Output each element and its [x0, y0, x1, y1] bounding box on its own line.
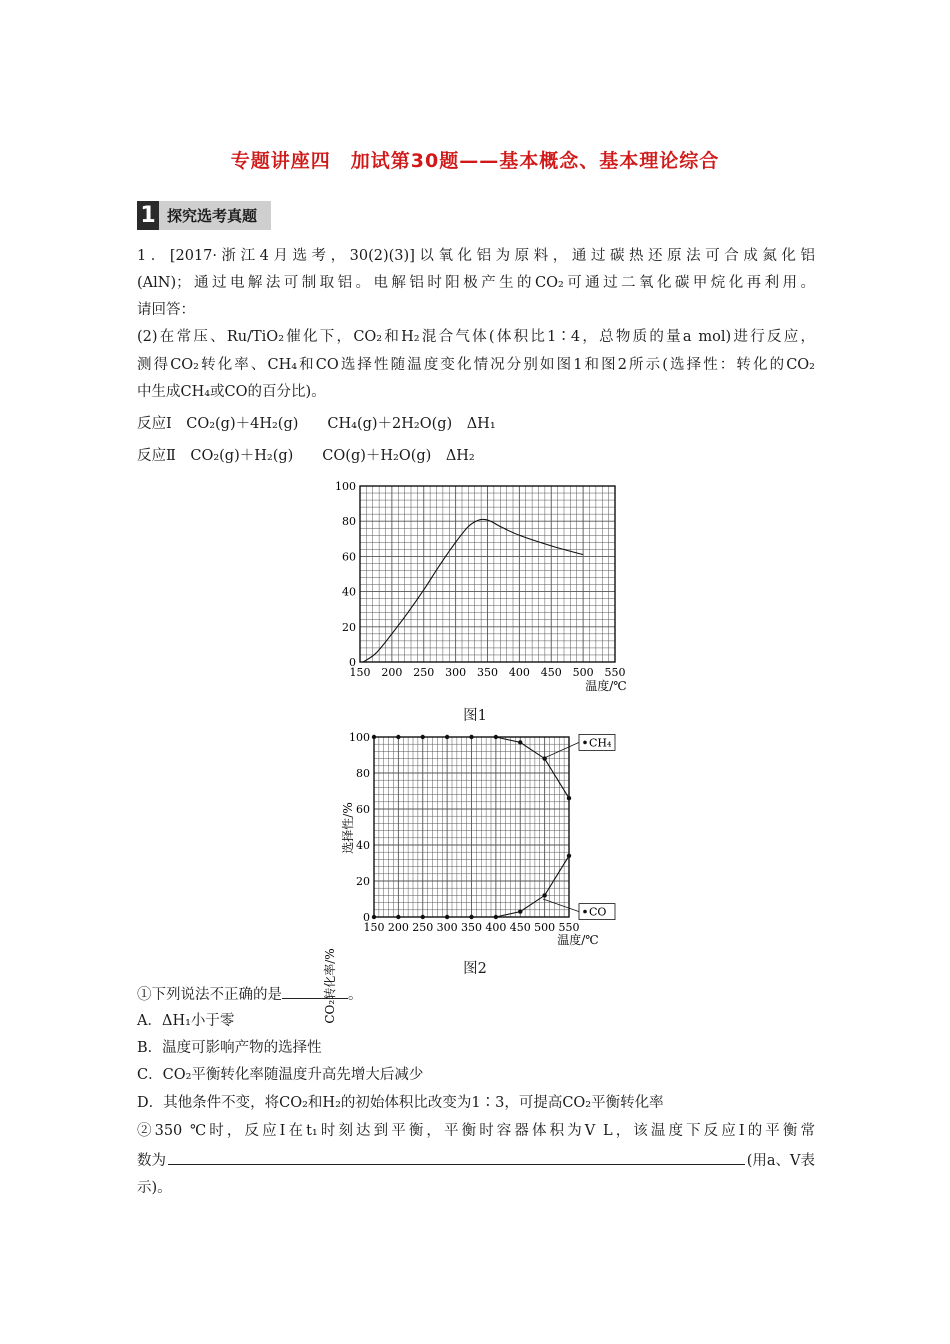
- x-tick-label: 450: [540, 666, 562, 679]
- page-title: 专题讲座四 加试第30题——基本概念、基本理论综合: [230, 150, 720, 172]
- subquestion-2-line-1: ②350 ℃时，反应Ⅰ在t₁时刻达到平衡，平衡时容器体积为V L，该温度下反应Ⅰ的平衡常: [137, 1123, 815, 1139]
- series-line-0: [363, 519, 583, 662]
- data-point: [469, 735, 473, 739]
- y-axis-label: CO₂转化率/%: [323, 948, 337, 1024]
- data-point: [396, 735, 400, 739]
- x-tick-label: 250: [413, 666, 435, 679]
- option-d: D．其他条件不变，将CO₂和H₂的初始体积比改变为1∶3，可提高CO₂平衡转化率: [137, 1095, 664, 1111]
- option-a: A．ΔH₁小于零: [137, 1013, 235, 1029]
- subquestion-2-start: 数为: [137, 1153, 166, 1169]
- figure-2-caption: 图2: [463, 961, 487, 977]
- y-tick-label: 20: [342, 620, 356, 634]
- question-line-4: (2)在常压、Ru/TiO₂催化下，CO₂和H₂混合气体(体积比1∶4，总物质的量a mol)进行反应，: [137, 329, 815, 345]
- option-c: C．CO₂平衡转化率随温度升高先增大后减少: [137, 1067, 424, 1083]
- x-tick-label: 400: [508, 666, 530, 679]
- chart-grid: [374, 737, 569, 917]
- y-tick-label: 0: [349, 656, 356, 669]
- subquestion-1-end: 。: [348, 987, 363, 1003]
- x-tick-label: 550: [558, 921, 580, 934]
- y-tick-label: 40: [342, 585, 356, 599]
- x-axis-label: 温度/℃: [585, 679, 627, 693]
- y-tick-label: 60: [342, 550, 356, 564]
- subquestion-2-line-2: [137, 1150, 815, 1171]
- x-tick-label: 150: [349, 666, 371, 679]
- y-tick-label: 80: [342, 515, 356, 529]
- y-tick-label: 60: [356, 803, 370, 816]
- y-axis-label: 选择性/%: [341, 802, 355, 854]
- y-tick-label: 100: [349, 731, 370, 744]
- reaction-1: 反应Ⅰ CO₂(g)＋4H₂(g) CH₄(g)＋2H₂O(g) ΔH₁: [137, 416, 496, 432]
- subquestion-2-line-3: 示)。: [137, 1180, 172, 1196]
- x-tick-label: 300: [436, 921, 458, 934]
- data-point: [518, 909, 522, 913]
- y-tick-label: 20: [356, 875, 370, 888]
- legend-label: CO: [589, 905, 607, 919]
- reaction-2: 反应Ⅱ CO₂(g)＋H₂(g) CO(g)＋H₂O(g) ΔH₂: [137, 448, 475, 464]
- legend-leader-line: [543, 742, 579, 758]
- chart-grid: [360, 486, 615, 662]
- x-tick-label: 500: [572, 666, 594, 679]
- data-point: [445, 915, 449, 919]
- data-point: [421, 735, 425, 739]
- legend-label: CH₄: [589, 736, 612, 750]
- question-line-6: 中生成CH₄或CO的百分比)。: [137, 384, 326, 400]
- data-point: [421, 915, 425, 919]
- x-tick-label: 200: [381, 666, 403, 679]
- section-number: 1: [137, 201, 159, 230]
- legend-marker: [583, 910, 587, 914]
- question-line-5: 测得CO₂转化率、CH₄和CO选择性随温度变化情况分别如图1和图2所示(选择性：转化的CO₂: [137, 357, 815, 373]
- data-point: [567, 854, 571, 858]
- legend-marker: [583, 741, 587, 745]
- data-point: [445, 735, 449, 739]
- data-point: [518, 740, 522, 744]
- x-tick-label: 350: [477, 666, 498, 679]
- y-tick-label: 40: [356, 839, 370, 852]
- x-tick-label: 400: [485, 921, 507, 934]
- data-point: [494, 915, 498, 919]
- x-tick-label: 300: [445, 666, 467, 679]
- x-axis-label: 温度/℃: [557, 933, 599, 947]
- figure-1-caption: 图1: [463, 708, 487, 724]
- question-line-3: 请回答：: [137, 302, 195, 318]
- x-tick-label: 250: [412, 921, 434, 934]
- subquestion-2-end: (用a、V表: [746, 1153, 815, 1169]
- question-line-1: 1．[2017·浙江4月选考，30(2)(3)]以氧化铝为原料，通过碳热还原法可合成氮化铝: [137, 248, 815, 264]
- section-badge: [137, 201, 271, 230]
- data-point: [396, 915, 400, 919]
- answer-blank-2[interactable]: [168, 1150, 745, 1165]
- y-tick-label: 80: [356, 767, 370, 780]
- data-point: [469, 915, 473, 919]
- x-tick-label: 500: [534, 921, 556, 934]
- x-tick-label: 450: [509, 921, 531, 934]
- x-tick-label: 550: [604, 666, 626, 679]
- question-line-2: (AlN)；通过电解法可制取铝。电解铝时阳极产生的CO₂可通过二氧化碳甲烷化再利用。: [137, 275, 815, 291]
- section-label: 探究选考真题: [159, 201, 271, 230]
- x-tick-label: 200: [387, 921, 409, 934]
- figure-2-chart: [330, 728, 620, 950]
- x-tick-label: 350: [461, 921, 482, 934]
- x-tick-label: 150: [363, 921, 385, 934]
- data-point: [494, 735, 498, 739]
- y-tick-label: 0: [363, 911, 370, 924]
- data-point: [542, 893, 546, 897]
- subquestion-1-prompt: [137, 984, 815, 1005]
- data-point: [372, 735, 376, 739]
- data-point: [567, 796, 571, 800]
- data-point: [372, 915, 376, 919]
- option-b: B．温度可影响产物的选择性: [137, 1040, 322, 1056]
- subquestion-1-text: ①下列说法不正确的是: [137, 987, 282, 1003]
- answer-blank-1[interactable]: [282, 984, 348, 999]
- y-tick-label: 100: [335, 480, 356, 493]
